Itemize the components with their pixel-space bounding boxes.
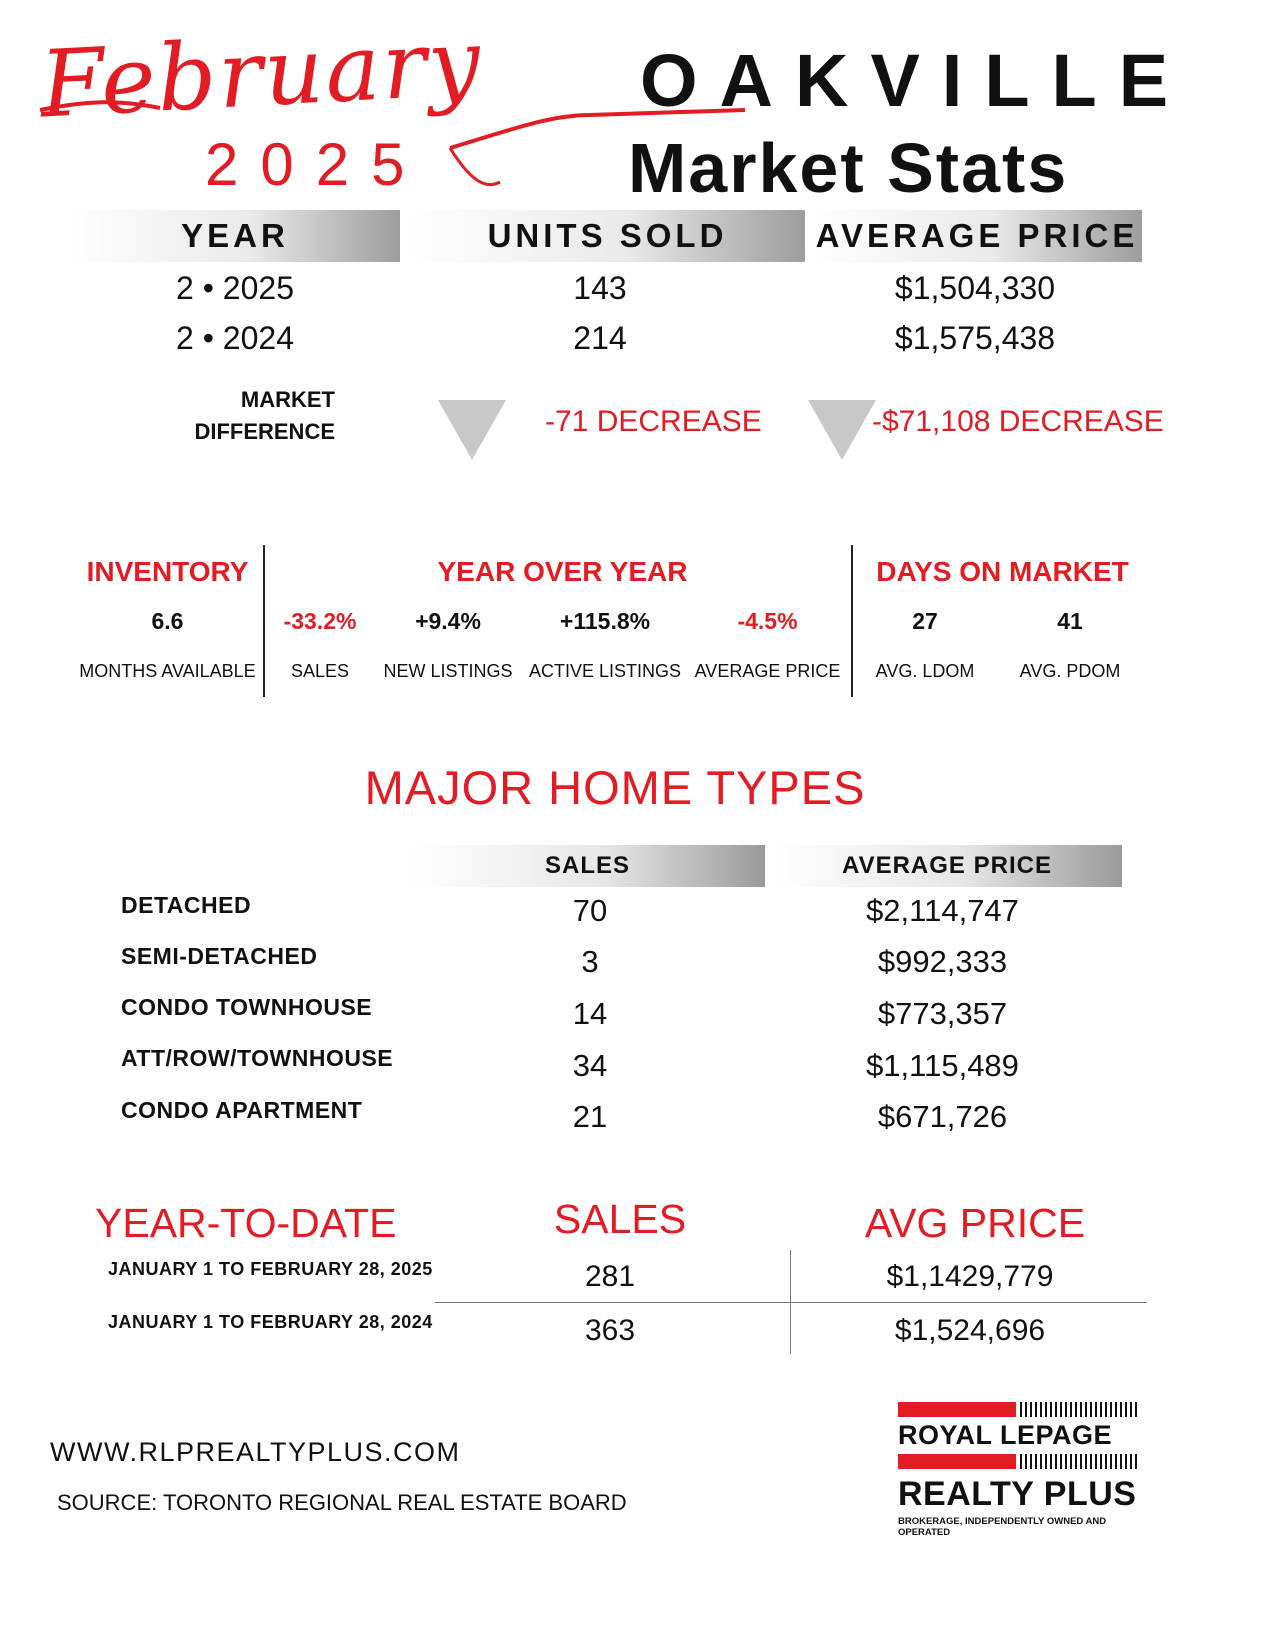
home-type-att-row: ATT/ROW/TOWNHOUSE: [121, 1045, 394, 1071]
inventory-value: 6.6: [151, 608, 184, 634]
logo-line-2: REALTY PLUS: [898, 1475, 1137, 1513]
yoy-active-listings-value: +115.8%: [559, 608, 651, 634]
home-type-condo-apartment-price: $671,726: [877, 1099, 1008, 1134]
ytd-price-2024: $1,524,696: [894, 1314, 1046, 1347]
summary-units-1: 143: [573, 270, 627, 306]
website-link[interactable]: WWW.RLPREALTYPLUS.COM: [50, 1437, 461, 1467]
year-title: 2025: [205, 131, 427, 198]
dom-pdom-value: 41: [1057, 608, 1083, 634]
market-difference-label: [160, 384, 335, 448]
home-types-title: MAJOR HOME TYPES: [364, 761, 866, 814]
home-type-condo-apartment-sales: 21: [572, 1099, 608, 1134]
divider-line-2: [851, 545, 853, 697]
summary-units-2: 214: [573, 320, 627, 356]
city-title: OAKVILLE: [640, 39, 1191, 122]
yoy-active-listings-label: ACTIVE LISTINGS: [528, 661, 682, 681]
inventory-label: MONTHS AVAILABLE: [79, 661, 256, 681]
dom-heading: DAYS ON MARKET: [876, 556, 1129, 587]
ytd-sales-heading: SALES: [553, 1196, 687, 1242]
col-header-units: UNITS SOLD: [410, 210, 805, 262]
home-type-condo-apartment: CONDO APARTMENT: [121, 1097, 363, 1123]
market-difference-label-2: DIFFERENCE: [194, 419, 335, 444]
ytd-sales-2024: 363: [584, 1314, 636, 1347]
ytd-price-2025: $1,1429,779: [886, 1260, 1054, 1293]
summary-price-2: $1,575,438: [894, 320, 1056, 356]
home-type-att-row-sales: 34: [572, 1048, 608, 1083]
ytd-price-heading: AVG PRICE: [864, 1200, 1086, 1246]
home-type-semi-sales: 3: [581, 944, 599, 979]
home-type-semi: SEMI-DETACHED: [121, 943, 318, 969]
home-type-semi-price: $992,333: [877, 944, 1008, 979]
yoy-sales-value: -33.2%: [283, 608, 357, 634]
summary-year-2: 2 • 2024: [176, 320, 294, 356]
dom-ldom-value: 27: [912, 608, 938, 634]
page-subtitle: Market Stats: [628, 129, 1069, 207]
home-type-att-row-price: $1,115,489: [866, 1048, 1019, 1083]
summary-year-1: 2 • 2025: [176, 270, 294, 306]
inventory-heading: INVENTORY: [86, 556, 249, 587]
yoy-heading: YEAR OVER YEAR: [437, 556, 688, 587]
ytd-column-divider: [790, 1250, 791, 1354]
logo-line-1: ROYAL LEPAGE: [898, 1420, 1113, 1450]
price-difference: -$71,108 DECREASE: [872, 405, 1164, 438]
units-difference: -71 DECREASE: [545, 405, 762, 438]
home-types-col-sales: SALES: [410, 845, 765, 887]
yoy-new-listings-value: +9.4%: [415, 608, 481, 634]
market-difference-label-1: MARKET: [240, 387, 335, 412]
ytd-sales-2025: 281: [584, 1260, 636, 1293]
ytd-period-2024: JANUARY 1 TO FEBRUARY 28, 2024: [108, 1312, 433, 1332]
home-type-condo-townhouse: CONDO TOWNHOUSE: [121, 994, 373, 1020]
ytd-title: YEAR-TO-DATE: [95, 1200, 397, 1246]
month-script-title: February: [37, 8, 485, 139]
col-header-price: AVERAGE PRICE: [812, 210, 1142, 262]
decrease-arrow-icon-2: [808, 400, 876, 460]
dom-ldom-label: AVG. LDOM: [875, 661, 975, 681]
yoy-average-price-value: -4.5%: [737, 608, 798, 634]
home-type-detached: DETACHED: [121, 892, 252, 918]
home-type-condo-townhouse-sales: 14: [572, 996, 608, 1031]
data-source: SOURCE: TORONTO REGIONAL REAL ESTATE BOARD: [57, 1490, 627, 1515]
logo-bottom-bars: [898, 1454, 1138, 1469]
royal-lepage-logo: [898, 1402, 1138, 1538]
ytd-row-divider: [435, 1302, 1147, 1303]
home-type-condo-townhouse-price: $773,357: [877, 996, 1008, 1031]
logo-top-bars: [898, 1402, 1138, 1417]
yoy-sales-label: SALES: [290, 661, 350, 681]
home-type-detached-sales: 70: [572, 893, 608, 928]
home-types-col-price: AVERAGE PRICE: [772, 845, 1122, 887]
summary-price-1: $1,504,330: [894, 270, 1056, 306]
yoy-new-listings-label: NEW LISTINGS: [383, 661, 513, 681]
dom-pdom-label: AVG. PDOM: [1019, 661, 1121, 681]
yoy-average-price-label: AVERAGE PRICE: [694, 661, 841, 681]
col-header-year: YEAR: [70, 210, 400, 262]
divider-line: [263, 545, 265, 697]
ytd-period-2025: JANUARY 1 TO FEBRUARY 28, 2025: [108, 1259, 433, 1279]
logo-tagline: BROKERAGE, INDEPENDENTLY OWNED AND OPERATED: [898, 1516, 1107, 1538]
home-type-detached-price: $2,114,747: [866, 893, 1019, 928]
decrease-arrow-icon: [438, 400, 506, 460]
